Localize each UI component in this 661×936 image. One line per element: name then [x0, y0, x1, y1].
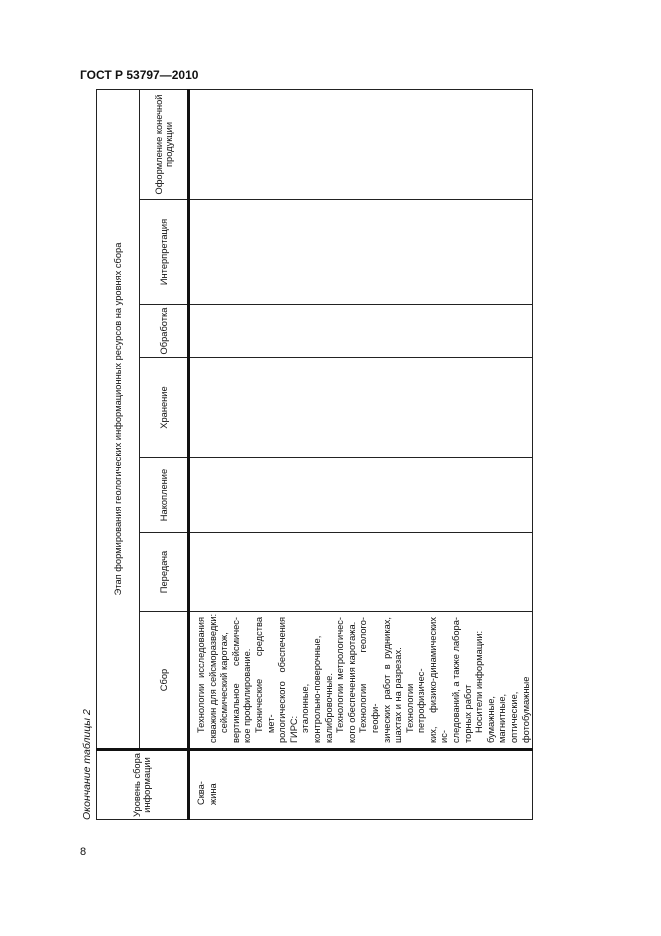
table-caption: Окончание таблицы 2: [81, 709, 93, 820]
text-line: эталонные,: [300, 683, 311, 733]
storage-cell: [189, 358, 533, 458]
table-row: [189, 89, 533, 819]
text-line: скважин для сейсморазведки:: [207, 613, 218, 743]
text-line: калибровочные.: [323, 673, 334, 743]
text-line: следований, а также лабора-: [451, 617, 462, 743]
text-line: оптические,: [509, 691, 520, 743]
rotated-table-container: [96, 90, 531, 820]
interpretation-cell: [189, 200, 533, 305]
text-line: кого обеспечения каротажа.: [346, 621, 357, 743]
accumulation-cell: [189, 458, 533, 533]
column-header-processing: Обработка: [140, 305, 189, 358]
stage-header: Этап формирования геологических информационных ресурсов на уровнях сбора: [97, 89, 140, 749]
page-number: 8: [80, 846, 87, 858]
text-line: Технические средства мет-: [253, 617, 276, 733]
text-line: Носители информации:: [474, 630, 485, 733]
text-line: Технологии геолого-геофи-: [358, 617, 380, 733]
level-header: Уровень сбора информации: [97, 750, 189, 820]
text-line: Технологии исследования: [196, 617, 206, 733]
document-title: ГОСТ Р 53797—2010: [80, 68, 199, 82]
text-line: контрольно-поверочные,: [311, 635, 322, 743]
text-line: Технологии петрофизичес-: [404, 668, 427, 733]
column-header-collect: Сбор: [140, 612, 189, 750]
text-line: ких, физико-динамических ис-: [427, 617, 450, 743]
column-header-interpretation: Интерпретация: [140, 200, 189, 305]
table-2: [96, 89, 533, 820]
text-line: фотобумажные: [520, 676, 531, 743]
column-header-storage: Хранение: [140, 358, 189, 458]
column-header-final-product: Оформление конечной продукции: [140, 89, 189, 199]
text-line: сейсмический каротаж,: [219, 632, 230, 733]
text-line: Технологии метрологичес-: [335, 617, 346, 733]
text-line: рологического обеспечения: [277, 617, 288, 743]
level-line: Сква-: [196, 781, 206, 805]
text-line: зических работ в рудниках,: [381, 617, 392, 743]
text-line: шахтах и на разрезах.: [393, 647, 404, 743]
column-header-transfer: Передача: [140, 533, 189, 612]
text-line: ГИРС:: [288, 715, 299, 743]
processing-cell: [189, 305, 533, 358]
column-header-accumulation: Накопление: [140, 458, 189, 533]
collect-cell: [189, 612, 533, 750]
text-line: вертикальное сейсмичес-: [230, 617, 241, 743]
text-line: магнитные,: [497, 693, 508, 743]
level-cell: [189, 750, 533, 820]
text-line: бумажные,: [485, 695, 496, 743]
text-line: кое профилирование.: [242, 648, 253, 743]
transfer-cell: [189, 533, 533, 612]
level-line: жина: [207, 783, 218, 805]
text-line: торных работ: [462, 684, 473, 743]
final-product-cell: [189, 89, 533, 199]
